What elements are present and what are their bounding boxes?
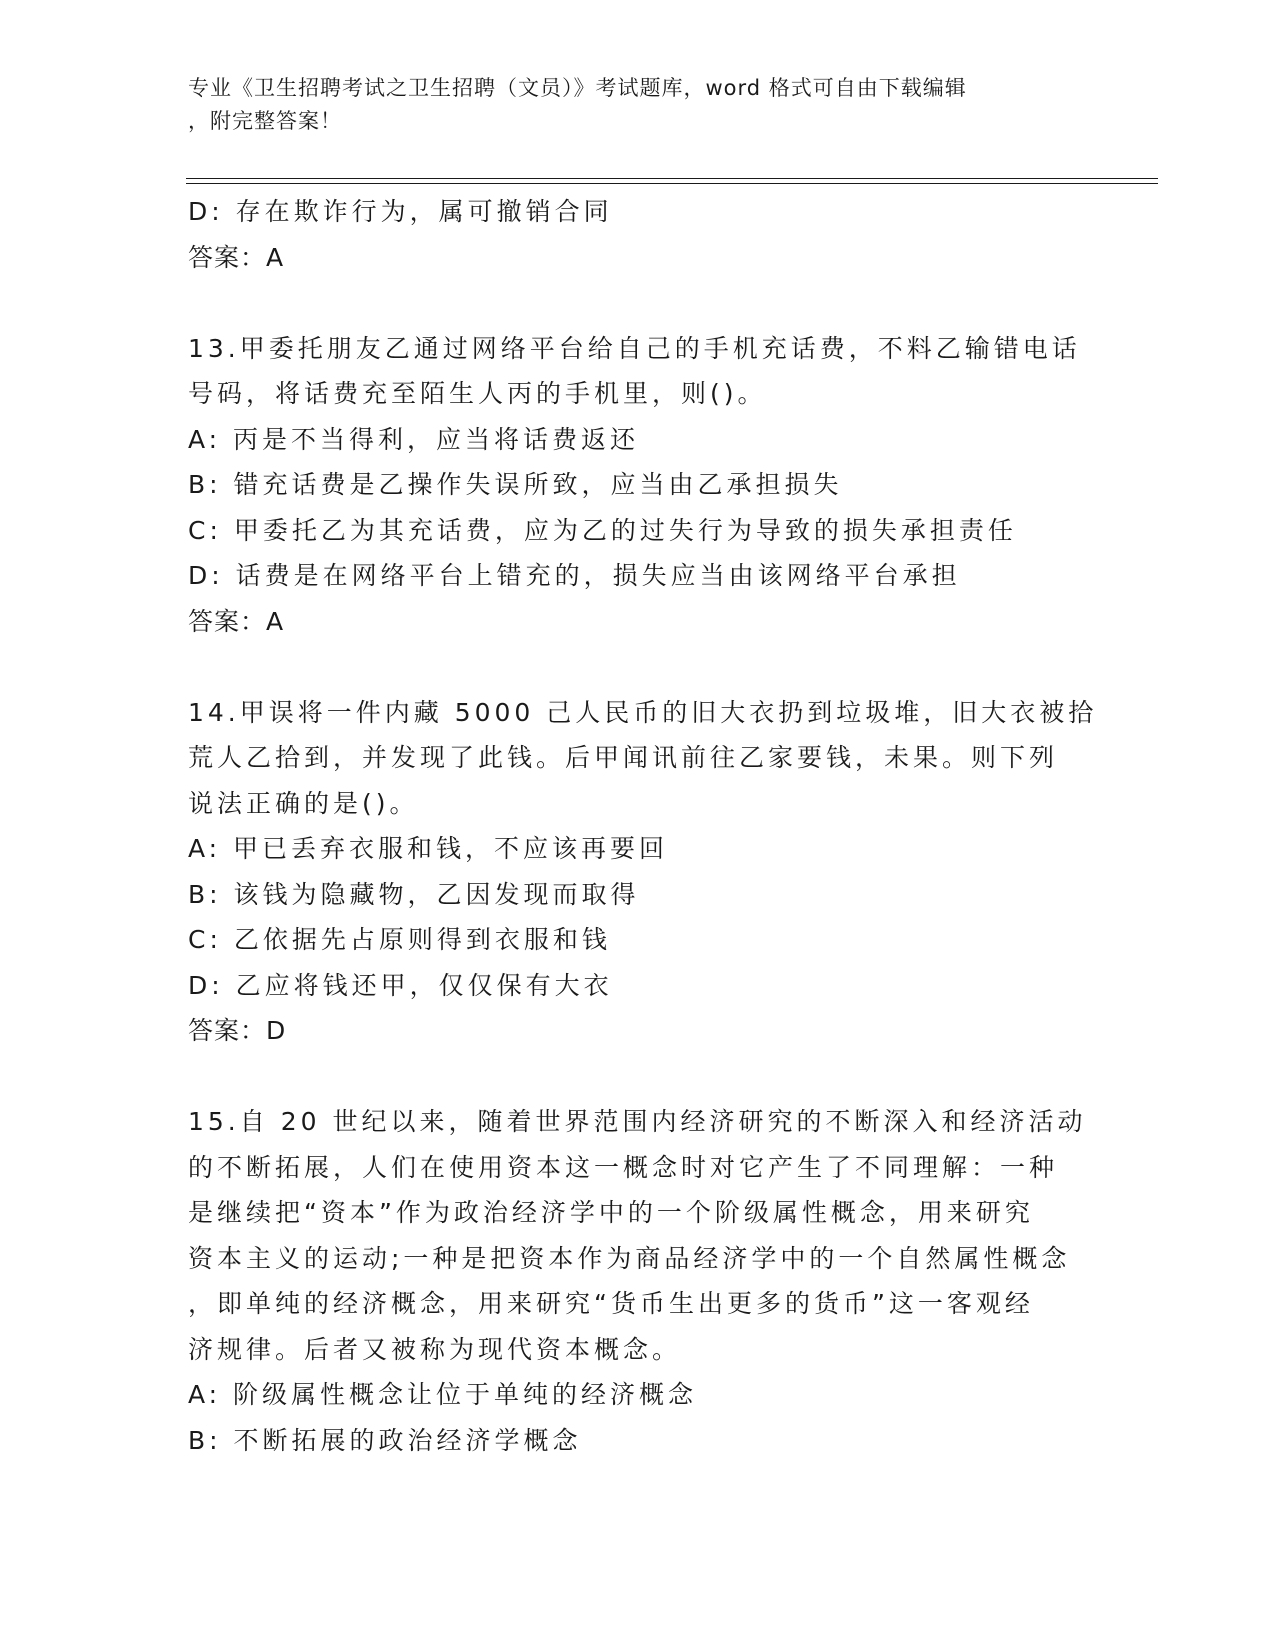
option-d: D: 话费是在网络平台上错充的，损失应当由该网络平台承担 <box>188 561 961 590</box>
header-divider-bottom <box>186 183 1158 184</box>
answer-line: 答案：A <box>188 242 285 272</box>
question-15 <box>188 1099 1088 1463</box>
spacer <box>188 1054 1088 1100</box>
question-stem-line: 说法正确的是()。 <box>188 788 419 818</box>
question-14 <box>188 690 1098 1054</box>
question-stem-line: 的不断拓展，人们在使用资本这一概念时对它产生了不同理解：一种 <box>188 1152 1059 1182</box>
option-a: A: 甲已丢弃衣服和钱，不应该再要回 <box>188 834 669 863</box>
header-divider-top <box>186 178 1158 179</box>
question-content <box>188 189 1098 1463</box>
question-stem-line: ，即单纯的经济概念，用来研究“货币生出更多的货币”这一客观经 <box>188 1289 1034 1318</box>
option-d: D: 存在欺诈行为，属可撤销合同 <box>188 197 613 226</box>
question-stem-line: 是继续把“资本”作为政治经济学中的一个阶级属性概念，用来研究 <box>188 1198 1034 1227</box>
option-b: B: 不断拓展的政治经济学概念 <box>188 1425 582 1455</box>
answer-line: 答案：A <box>188 606 285 636</box>
question-stem-line: 济规律。后者又被称为现代资本概念。 <box>188 1334 682 1364</box>
header-line-1: 专业《卫生招聘考试之卫生招聘（文员）》考试题库，word 格式可自由下载编辑 <box>188 76 967 100</box>
page-header <box>188 72 1088 138</box>
option-d: D: 乙应将钱还甲，仅仅保有大衣 <box>188 970 613 1000</box>
option-b: B: 错充话费是乙操作失误所致，应当由乙承担损失 <box>188 470 843 499</box>
spacer <box>188 280 1088 326</box>
spacer <box>188 644 1088 690</box>
option-c: C: 甲委托乙为其充话费，应为乙的过失行为导致的损失承担责任 <box>188 515 1017 545</box>
question-stem-line: 13.甲委托朋友乙通过网络平台给自己的手机充话费，不料乙输错电话 <box>188 333 1081 363</box>
question-stem-line: 号码，将话费充至陌生人丙的手机里，则()。 <box>188 379 767 408</box>
option-a: A: 阶级属性概念让位于单纯的经济概念 <box>188 1380 698 1409</box>
question-stem-line: 15.自 20 世纪以来，随着世界范围内经济研究的不断深入和经济活动 <box>188 1107 1087 1136</box>
question-stem-line: 14.甲误将一件内藏 5000 己人民币的旧大衣扔到垃圾堆，旧大衣被拾 <box>188 697 1098 727</box>
previous-question-tail <box>188 189 1088 280</box>
question-stem-line: 资本主义的运动;一种是把资本作为商品经济学中的一个自然属性概念 <box>188 1243 1071 1273</box>
option-a: A: 丙是不当得利，应当将话费返还 <box>188 424 640 454</box>
question-stem-line: 荒人乙拾到，并发现了此钱。后甲闻讯前往乙家要钱，未果。则下列 <box>188 743 1059 772</box>
answer-line: 答案：D <box>188 1016 287 1045</box>
option-c: C: 乙依据先占原则得到衣服和钱 <box>188 925 611 954</box>
question-13 <box>188 326 1088 645</box>
header-line-2: ，附完整答案！ <box>188 109 342 133</box>
option-b: B: 该钱为隐藏物，乙因发现而取得 <box>188 879 640 909</box>
